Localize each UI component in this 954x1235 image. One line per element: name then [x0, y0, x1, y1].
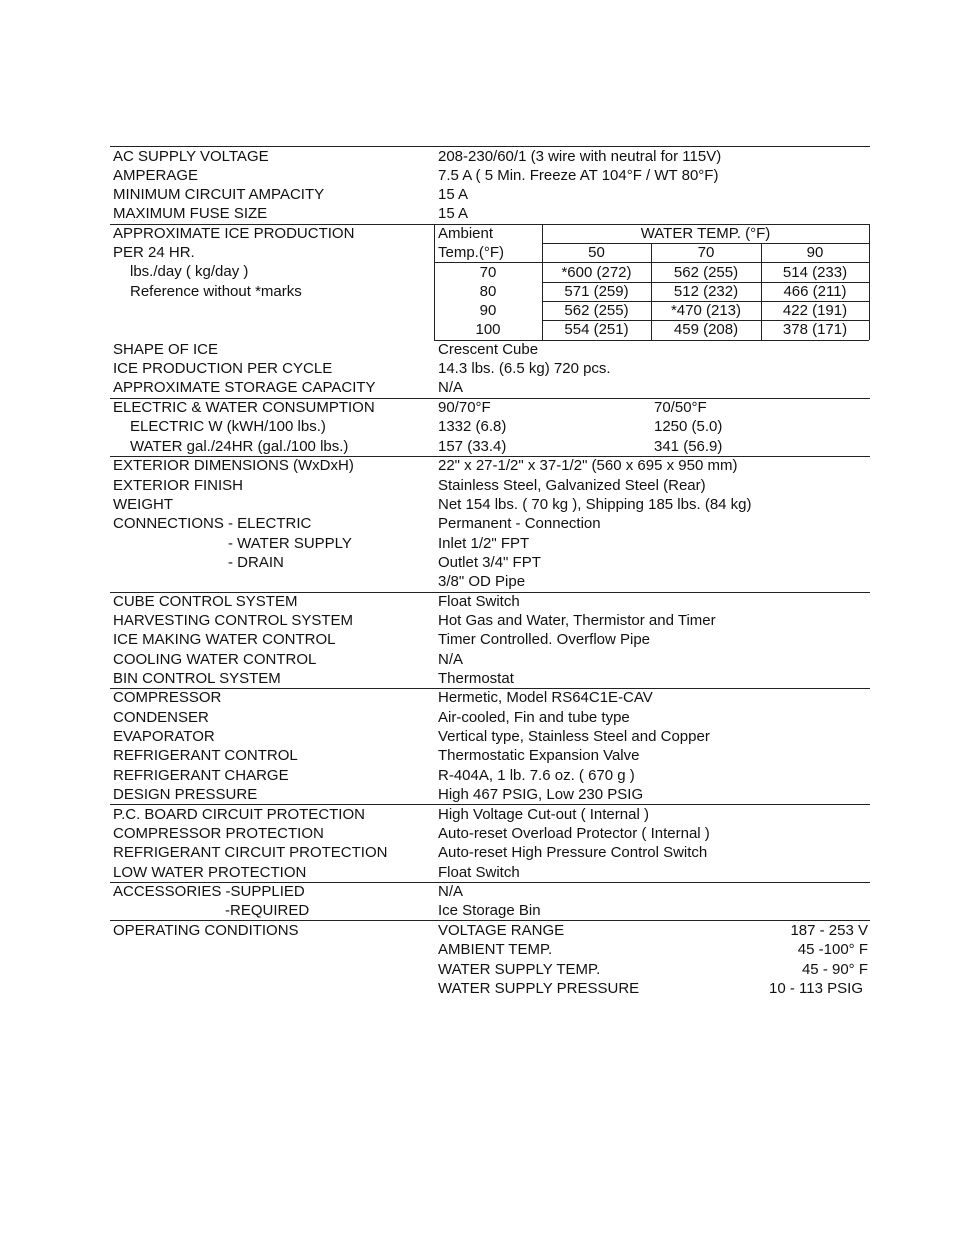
compressor-label: COMPRESSOR [113, 689, 222, 706]
ice-water-control-value: Timer Controlled. Overflow Pipe [438, 631, 651, 648]
table-cell: 459 (208) [673, 321, 739, 338]
ext-dimensions-value: 22" x 27-1/2" x 37-1/2" (560 x 695 x 950 mm) [438, 457, 738, 474]
water-consumption-v1: 157 (33.4) [438, 438, 507, 455]
harvest-control-label: HARVESTING CONTROL SYSTEM [113, 612, 354, 629]
low-water-value: Float Switch [438, 864, 520, 881]
ambient-header: Ambient [438, 225, 494, 242]
max-fuse-label: MAXIMUM FUSE SIZE [113, 205, 268, 222]
water-temp-90: 90 [806, 244, 824, 261]
table-cell: 554 (251) [564, 321, 629, 338]
compressor-protection-value: Auto-reset Overload Protector ( Internal ) [438, 825, 710, 842]
voltage-range-value: 187 - 253 V [790, 922, 868, 939]
harvest-control-value: Hot Gas and Water, Thermistor and Timer [438, 612, 716, 629]
table-cell: 512 (232) [673, 283, 739, 300]
refrigerant-circuit-label: REFRIGERANT CIRCUIT PROTECTION [113, 844, 388, 861]
table-cell: *470 (213) [670, 302, 742, 319]
ambient-100: 100 [475, 321, 501, 338]
water-consumption-v2: 341 (56.9) [654, 438, 723, 455]
weight-label: WEIGHT [113, 496, 173, 513]
table-cell: 422 (191) [782, 302, 848, 319]
ext-dimensions-label: EXTERIOR DIMENSIONS (WxDxH) [113, 457, 354, 474]
refrigerant-charge-value: R-404A, 1 lb. 7.6 oz. ( 670 g ) [438, 767, 635, 784]
refrigerant-circuit-value: Auto-reset High Pressure Control Switch [438, 844, 708, 861]
cube-control-label: CUBE CONTROL SYSTEM [113, 593, 298, 610]
compressor-protection-label: COMPRESSOR PROTECTION [113, 825, 324, 842]
accessories-supplied-value: N/A [438, 883, 464, 900]
pcb-protection-value: High Voltage Cut-out ( Internal ) [438, 806, 649, 823]
cooling-water-value: N/A [438, 651, 464, 668]
low-water-label: LOW WATER PROTECTION [113, 864, 307, 881]
table-cell: 562 (255) [564, 302, 629, 319]
conn-drain-value: Outlet 3/4" FPT [438, 554, 541, 571]
table-cell: 466 (211) [783, 283, 847, 300]
condenser-value: Air-cooled, Fin and tube type [438, 709, 630, 726]
water-supply-temp-value: 45 - 90° F [801, 961, 868, 978]
water-temp-header: WATER TEMP. (°F) [640, 225, 771, 242]
table-cell: 571 (259) [564, 283, 629, 300]
ambient-70: 70 [479, 264, 497, 281]
water-consumption-label: WATER gal./24HR (gal./100 lbs.) [130, 438, 349, 455]
per-cycle-label: ICE PRODUCTION PER CYCLE [113, 360, 333, 377]
refrigerant-control-label: REFRIGERANT CONTROL [113, 747, 298, 764]
consumption-col-2: 70/50°F [654, 399, 707, 416]
design-pressure-value: High 467 PSIG, Low 230 PSIG [438, 786, 644, 803]
ambient-temp-header: Temp.(°F) [438, 244, 504, 261]
storage-capacity-value: N/A [438, 379, 464, 396]
per-cycle-value: 14.3 lbs. (6.5 kg) 720 pcs. [438, 360, 611, 377]
storage-capacity-label: APPROXIMATE STORAGE CAPACITY [113, 379, 376, 396]
conn-drain-label: - DRAIN [228, 554, 284, 571]
ambient-temp-label: AMBIENT TEMP. [438, 941, 553, 958]
voltage-range-label: VOLTAGE RANGE [438, 922, 565, 939]
water-temp-50: 50 [588, 244, 605, 261]
table-cell: 562 (255) [673, 264, 739, 281]
accessories-required-value: Ice Storage Bin [438, 902, 541, 919]
refrigerant-control-value: Thermostatic Expansion Valve [438, 747, 640, 764]
operating-conditions-label: OPERATING CONDITIONS [113, 922, 299, 939]
ambient-temp-value: 45 -100° F [797, 941, 868, 958]
conn-drain-pipe: 3/8" OD Pipe [438, 573, 526, 590]
cube-control-value: Float Switch [438, 593, 520, 610]
design-pressure-label: DESIGN PRESSURE [113, 786, 258, 803]
min-circuit-label: MINIMUM CIRCUIT AMPACITY [113, 186, 325, 203]
ambient-80: 80 [479, 283, 497, 300]
conn-water-label: - WATER SUPPLY [228, 535, 352, 552]
bin-control-value: Thermostat [438, 670, 514, 687]
max-fuse-value: 15 A [438, 205, 469, 222]
accessories-required-label: -REQUIRED [225, 902, 310, 919]
ice-production-per-24hr: PER 24 HR. [113, 244, 195, 261]
condenser-label: CONDENSER [113, 709, 209, 726]
shape-of-ice-label: SHAPE OF ICE [113, 341, 219, 358]
evaporator-label: EVAPORATOR [113, 728, 215, 745]
refrigerant-charge-label: REFRIGERANT CHARGE [113, 767, 289, 784]
water-supply-pressure-label: WATER SUPPLY PRESSURE [438, 980, 640, 997]
conn-water-value: Inlet 1/2" FPT [438, 535, 530, 552]
water-temp-70: 70 [697, 244, 715, 261]
ice-production-reference: Reference without *marks [130, 283, 302, 300]
ambient-90: 90 [479, 302, 497, 319]
ext-finish-label: EXTERIOR FINISH [113, 477, 244, 494]
consumption-col-1: 90/70°F [438, 399, 491, 416]
min-circuit-value: 15 A [438, 186, 469, 203]
consumption-label: ELECTRIC & WATER CONSUMPTION [113, 399, 375, 416]
evaporator-value: Vertical type, Stainless Steel and Copper [438, 728, 710, 745]
ac-supply-voltage-label: AC SUPPLY VOLTAGE [113, 148, 269, 165]
ice-water-control-label: ICE MAKING WATER CONTROL [113, 631, 336, 648]
electric-consumption-v2: 1250 (5.0) [654, 418, 723, 435]
electric-consumption-label: ELECTRIC W (kWH/100 lbs.) [130, 418, 326, 435]
ice-production-units: lbs./day ( kg/day ) [130, 263, 249, 280]
ac-supply-voltage-value: 208-230/60/1 (3 wire with neutral for 115V) [438, 148, 722, 165]
conn-electric-label: CONNECTIONS - ELECTRIC [113, 515, 312, 532]
water-supply-pressure-value: 10 - 113 PSIG [769, 980, 863, 997]
pcb-protection-label: P.C. BOARD CIRCUIT PROTECTION [113, 806, 365, 823]
table-cell: 378 (171) [782, 321, 848, 338]
electric-consumption-v1: 1332 (6.8) [438, 418, 507, 435]
shape-of-ice-value: Crescent Cube [438, 341, 539, 358]
ice-production-label: APPROXIMATE ICE PRODUCTION [113, 225, 355, 242]
compressor-value: Hermetic, Model RS64C1E-CAV [438, 689, 653, 706]
table-cell: *600 (272) [561, 264, 632, 281]
cooling-water-label: COOLING WATER CONTROL [113, 651, 317, 668]
amperage-value: 7.5 A ( 5 Min. Freeze AT 104°F / WT 80°F) [438, 167, 719, 184]
amperage-label: AMPERAGE [113, 167, 199, 184]
water-supply-temp-label: WATER SUPPLY TEMP. [438, 961, 601, 978]
bin-control-label: BIN CONTROL SYSTEM [113, 670, 281, 687]
conn-electric-value: Permanent - Connection [438, 515, 601, 532]
table-cell: 514 (233) [782, 264, 848, 281]
weight-value: Net 154 lbs. ( 70 kg ), Shipping 185 lbs. (84 kg) [438, 496, 752, 513]
accessories-supplied-label: ACCESSORIES -SUPPLIED [113, 883, 305, 900]
ext-finish-value: Stainless Steel, Galvanized Steel (Rear) [438, 477, 706, 494]
